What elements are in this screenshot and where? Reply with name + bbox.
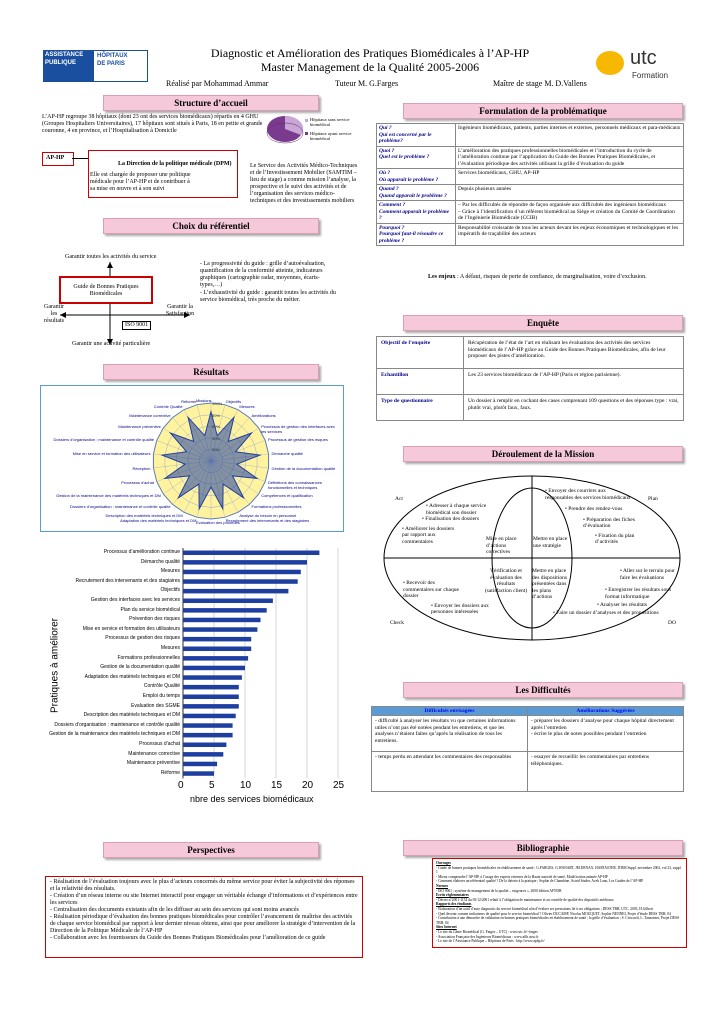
aphp-logo [43,50,148,82]
problem-question: Qui ? Qui est concerné par le problème? [377,124,456,147]
iso-badge: ISO 9001 [122,321,151,330]
bar [183,647,251,652]
poster-subtitle: Master Management de la Qualité 2005-2006 [260,60,480,74]
radar-level-label: 100% [212,401,223,406]
structure-text: L’AP-HP regroupe 38 hôpitaux (dont 23 ont des services biomédicaux) répartis en 4 GHU (Groupes Hospitaliers Universitaires), 17 hôpitaux sont situés à Paris, 18 en petite et grande couronne, 4 en province, et l’Hospitalisation à Domicile [42,114,263,134]
bar [183,695,239,700]
bar-category-label: Contrôle Qualité [143,683,180,690]
logo-line: PUBLIQUE [45,60,77,66]
act-item: • Finalisation des dossiers [422,516,480,522]
bar-category-label: Démarche qualité [140,558,180,565]
pie-legend-1: Hôpitaux sans service biomédical [310,117,350,127]
radar-axis-label: Dossiers d’organisation : maintenance et contrôle qualité [53,436,154,442]
utc-swoosh-icon [596,51,624,75]
bar-category-label: Réforme [160,769,180,776]
plan-item: • Fixation du plan d’activités [595,532,635,545]
bar-category-label: Emploi du temps [142,693,180,699]
ref-top: Garantir toutes les activités du service [65,254,157,260]
connector-line [72,158,88,159]
bar [183,714,236,719]
radar-axis-label: Dossiers d’organisation : maintenance et contrôle qualité [70,504,171,510]
check-item: • Envoyer les dossiers aux personnes intéressées [431,602,489,615]
radar-axis-label: Recrutement des intervenants et des stagiaires [225,517,310,523]
column-header: Difficultés envisagées [372,707,528,716]
tutor: Tuteur M. G.Farges [335,79,399,88]
problem-answer: – Par les difficultés de répondre de façon organisée aux difficultés des ingénieurs biomédicaux – Grâce à l’identification d’un référent biomédical au Siège et création du Comité de Coordination de l’Ingénierie Biomédicale (CCIB) [456,201,684,224]
radar-axis-label: Réception [132,465,151,471]
biblio-line: - Elaboration d’un outil d’auto diagnostic du service biomédical afin d’évaluer ses prestations lié à ses obligations ; DESS TBH, UTC, 2003, H.Gilbert [436,906,653,911]
bar [183,618,261,623]
difficulty-cell: - temps perdu en attendant les commentaires des responsables [372,752,528,792]
bar [183,666,245,671]
bar-chart [40,540,345,808]
biblio-line: Sites Internet [436,925,457,930]
act-item: • Adresser à chaque service biomédical son dossier [426,503,487,516]
perspective-item: - Collaboration avec les fournisseurs du Guide des Bonnes Pratiques Biomédicales pour l’amélioration de ce guide [50,935,326,941]
bar-category-label: Objectifs [160,587,180,594]
aphp-label: AP-HP [46,155,65,161]
biblio-line: - Le site de l’Assistance Publique – Hôpitaux de Paris : http://www.aphp.fr/ [436,939,545,944]
section-enquete: Enquête [403,315,683,331]
bar-category-label: Mesures [160,568,180,575]
utc-logo-sub: Formation [632,71,669,80]
section-resultats: Résultats [103,364,319,380]
center-q1: Mise en place d’actions correctives [486,536,517,555]
difficulty-cell: - difficulté à analyser les résultats vu que certaines informations utiles n’ont pas été notées pendant les entretiens, et que les analyses n’étaient faites qu’après la réalisation de tous les entretiens. [372,716,528,752]
act-list [398,503,488,545]
bar [183,743,226,748]
survey-key: Type de questionnaire [377,395,464,421]
utc-logo [596,45,686,85]
bar [183,637,251,642]
radar-axis-label: Evaluation des procédés [196,519,240,525]
author: Réalisé par Mohammad Ammar [166,79,269,88]
section-difficultes: Les Difficultés [403,682,683,698]
perspective-item: - Réalisation périodique d’évaluation des bonnes pratiques biomédicales pour contrôler l’avancement de maîtrise des activités de chaque service biomédical par rapport à leur dernier niveau obtenu, ainsi que pour améliorer la stratégie d’intervention de la Direction de la Politique Médicale de l’AP-HP [50,914,356,934]
bar [183,723,233,728]
problem-answer: L’amélioration des pratiques professionnelles biomédicales et l’introduction du cycle de l’amélioration continue par l’application du Guide des Bonnes Pratiques Biomédicales, et l’évaluation périodique des activités utilisant la grille d’évaluation du guide [456,146,684,169]
radar-level-label: 80% [212,412,221,418]
radar-axis-label: Maintenance corrective [129,412,171,418]
center-q3: Vérification et évaluation des résultats (satisfaction client) [484,568,528,594]
bar-category-label: Plan du service biomédical [120,606,180,613]
bar-category-label: Gestion des interfaces avec les services [90,597,180,603]
bar-category-label: Maintenance préventive [126,760,180,767]
do-item: • Enregistrer les résultats sous format informatique [605,587,672,600]
samtim-text: Le Service des Activités Médico-Techniques et de l’Investissement Mobilier (SAMTIM – lieu de stage) a comme mission l’analyse, la prospective et le suivi des activités et de l’organisation des services médico-techniques et des investissements mobiliers [250,163,358,204]
bar [183,560,307,565]
problem-answer: Depuis plusieurs années [456,185,684,201]
biblio-line: - Contribution à une démarche de validation en bonnes pratiques biomédicales en établissement de santé ; la grille d’évaluation ; S. Criscuoli, L. Tanzonezi, Projet DESS TBH, 04 [436,916,680,925]
radar-axis-label: Missions [196,397,212,403]
perspective-item: - Création d’un réseau interne ou site Internet interactif pour engager un véritable échange d’informations et d’expériences entre les services [50,893,358,906]
bar [183,656,248,661]
table-row [377,337,684,369]
bar-chart-ylabel: Pratiques à améliorer [49,617,61,714]
radar-axis-label: Réforme [181,399,197,405]
ref-desc-2: - L’exhaustivité du guide : garantit toutes les activités du service biomédical, très proche du métier. [200,290,336,303]
do-item: • Faire un dossier d’analyses et des propositions [553,609,659,616]
ref-center: Guide de Bonnes Pratiques Biomédicales [73,284,139,297]
bar [183,551,319,556]
radar-axis-label: Adaptation des matériels techniques et DM [120,517,197,523]
x-tick-label: 20 [302,780,314,792]
ref-desc-1: - La progressivité du guide : grille d’autoévaluation, quantification de la conformité atteinte, indicateurs graphiques (cartographie radar, moyennes, écarts-types,…) [200,261,326,288]
problem-question: Quand ? Quand apparaît le problème ? [377,185,456,201]
radar-axis-label: Analyse du besoin en personnel [239,512,297,518]
x-tick-label: 10 [240,780,252,792]
dpm-text: Elle est chargée de proposer une politique médicale pour l’AP-HP et de contribuer à sa mise en œuvre et à son suivi [90,172,191,192]
section-referentiel: Choix du référentiel [103,218,319,234]
biblio-line: - Mieux comprendre l’AP-HP, à l’usage des experts externes de la Haute autorité de santé, Modification animée AP-HP [436,874,608,879]
biblio-line: Rapports des étudiants [436,902,472,907]
do-item: • Analyser les résultats [597,602,648,608]
act-item: • Améliorer les dossiers par rapport aux commentaires [402,525,455,545]
radar-axis-label: Gestion de la maintenance des matériels techniques et DM [56,493,161,499]
suggestion-cell: - préparer les dossiers d’analyse pour chaque hôpital directement après l’entretien - écrire le plus de notes possibles pendant l’entretien [528,716,684,752]
section-structure: Structure d’accueil [103,95,319,111]
survey-table [376,336,684,421]
radar-axis-label: Mise en service et formation des utilisateurs [72,451,151,457]
table-row [377,395,684,421]
problem-table [376,123,684,246]
table-row [377,369,684,395]
bar-category-label: Formations professionnelles [117,654,180,661]
radar-axis-label: Objectifs [225,399,242,405]
bar-category-label: Mesures [160,645,180,651]
radar-axis-label: Démarche qualité [271,451,303,457]
bar [183,771,214,776]
survey-key: Echantillon [377,369,464,395]
survey-value: Les 23 services biomédicaux de l’AP-HP (Paris et région parisienne). [464,369,684,395]
biblio-line: - ISO 9001 ; système de management de la qualité – exigences », 2000 édition AFNOR [436,888,562,893]
enjeux-text: : A défaut, risques de perte de confiance, de marginalisation, voire d’exclusion. [455,274,647,280]
bar [183,599,273,604]
biblio-line: - Décret n°2001-1154 du 05/12/2001 relatif à l’obligation de maintenance et au contrôle de qualité des dispositifs médicaux [436,897,614,902]
survey-value: Récupération de l’état de l’art en réalisant les évaluations des activités des services biomédicaux de l’AP-HP grâce au Guide des Bonnes Pratiques Biomédicales, afin de leur proposer des pistes d’amélioration. [464,337,684,369]
table-row [372,752,684,792]
ref-left: Garantir les résultats [44,304,64,324]
enjeux-line [428,274,647,281]
bar-category-label: Recrutement des intervenants et des stagiaires [75,577,180,584]
poster-title: Diagnostic et Amélioration des Pratiques Biomédicales à l’AP-HP [210,46,530,60]
bar [183,579,298,584]
radar-level-label: 40% [212,435,221,441]
utc-logo-text: utc [630,47,657,69]
bar-category-label: Gestion de la documentation qualité [100,664,180,671]
radar-axis-label: Mesures [239,404,255,410]
radar-level-label: 60% [212,424,221,430]
section-mission: Déroulement de la Mission [403,446,683,462]
bar-category-label: Prévention des risques [129,616,180,623]
bar [183,627,257,632]
survey-key: Objectif de l’enquête [377,337,464,369]
bar-category-label: Adaptation des matériels techniques et DM [84,673,180,680]
x-tick-label: 5 [209,780,215,792]
problem-answer: Responsabilité croissante de tous les acteurs devant les enjeux économiques et technologiques et les impératifs de traçabilité des acteurs [456,223,684,246]
bar-category-label: Processus d’amélioration continue [103,549,180,555]
radar-axis-label: Maintenance préventive [118,423,161,429]
table-header-row [372,707,684,716]
radar-level-label: 20% [212,447,221,453]
bar-category-label: Processus de gestion des risques [105,635,180,642]
bar-category-label: Description des matériels techniques et DM [83,712,180,719]
bar-category-label: Gestion de la maintenance des matériels techniques et DM [49,731,180,738]
column-header: Améliorations Suggérées [528,707,684,716]
radar-axis-label: Formations professionnelles [251,504,302,510]
bar [183,752,223,757]
section-biblio: Bibliographie [403,840,683,856]
bar-category-label: Evaluation des SGME [131,702,180,709]
perspectives-box [45,876,363,958]
radar-chart [40,385,344,532]
bar [183,675,242,680]
pie-legend-2: Hôpitaux ayant service biomédical [310,131,352,141]
x-tick-label: 25 [333,780,345,792]
radar-axis-label: Contrôle Qualité [153,404,183,410]
logo-line: ASSISTANCE [45,52,84,58]
ref-right: Garantir la Satisfaction [165,304,195,317]
pdca-do: DO [668,620,676,626]
biblio-line: - Quel devenir comme indicateurs de qualité pour le service biomédical ? Olivier DUCAMP, Nicolas MOUQUET, Sophie NENNEI, Projet d’étude DESS TBH, 04 [436,911,671,916]
bar [183,608,267,613]
biblio-line: Ecrits réglementaires [436,893,469,898]
bar [183,589,288,594]
perspective-item: - Réalisation de l’évaluation toujours avec le plus d’acteurs concernés du même service pour éviter la subjectivité des réponses et la relativité des résultats. [50,879,355,892]
pdca-plan: Plan [648,496,658,502]
radar-axis-label: Compétences et qualification [261,493,313,499]
table-row [377,146,684,169]
bar-category-label: Processus d’achat [139,741,180,747]
logo-line: DE PARIS [97,61,125,67]
suggestion-cell: - essayer de recueillir les commentaires par entretiens téléphoniques. [528,752,684,792]
problem-question: Où ? Où apparaît le problème ? [377,169,456,185]
problem-question: Quoi ? Quel est le problème ? [377,146,456,169]
bar-category-label: Dossiers d’organisation : maintenance et contrôle qualité [54,721,180,728]
bar [183,685,239,690]
biblio-line: Normes [436,883,448,888]
ref-bottom: Garantir une activité particulière [72,341,151,347]
bar-category-label: Mise en service et formation des utilisateurs [82,625,180,632]
problem-question: Pourquoi ? Pourquoi faut-il résoudre ce problème ? [377,223,456,246]
biblio-line: - Association Française des Ingénieurs Biomédicaux : www.afib.asso.fr [436,934,539,939]
bar-chart-xlabel: nbre des services biomédicaux [190,794,314,804]
table-row [377,124,684,147]
biblio-line: Ouvrages [436,861,451,865]
x-tick-label: 0 [178,780,184,792]
table-row [377,223,684,246]
radar-axis-label: Définitions des connaissances fonctionnelles et techniques [268,480,322,491]
bar [183,762,217,767]
internship-master: Maître de stage M. D.Vallens [493,79,587,88]
plan-item: • Envoyer des courriers aux responsables des services biomédicaux [545,488,631,501]
enjeux-label: Les enjeux [428,274,456,280]
difficulties-table [371,706,684,792]
survey-value: Un dossier à remplir en cochant des cases comprenant 109 questions et des réponses type : vrai, plutôt vrai, plutôt faux, faux. [464,395,684,421]
bar [183,733,233,738]
pdca-check: Check [390,620,405,626]
biblio-line: - Le site du Génie Biomédical (G. Farges – UTC) : www.utc.fr/~farges [436,929,538,934]
biblio-line: - Guide de bonnes pratiques biomédicales en établissement de santé ; G.FARGES, G.WANART, JM.DENAX, HARTASTER, ITBM Suppl. novembre 2002, vol 23, suppl. 1 [436,865,682,875]
problem-question: Comment ? Comment apparaît le problème ? [377,201,456,224]
radar-axis-label: Description des matériels techniques et DM [105,512,183,518]
biblio-line: - Comment élaborer un référentiel qualité ? De la théorie à la pratique ; Sophie de Chambine, Astrid Studer, Aceb Lano, Les Guides de l’AP-HP [436,879,644,884]
hospital-pie-chart [265,112,355,148]
dpm-title: La Direction de la politique médicale (DPM) [118,161,232,167]
plan-item: • Préparation des fiches d’évaluation [583,516,635,529]
section-perspectives: Perspectives [103,842,319,858]
radar-axis-label: Processus d’achat [121,480,154,486]
bar [183,704,239,709]
table-row [372,716,684,752]
radar-axis-label: Processus de gestion des risques [268,436,328,442]
problem-answer: Ingénieurs biomédicaux, patients, parties internes et externes, personnels médicaux et para-médicaux [456,124,684,147]
section-probleme: Formulation de la problématique [403,103,683,119]
x-tick-label: 15 [271,780,283,792]
problem-answer: Services biomédicaux, GHU, AP-HP [456,169,684,185]
plan-item: • Prendre des rendez-vous [565,506,623,512]
table-row [377,185,684,201]
check-item: • Recevoir des commentaires sur chaque dossier [403,580,459,599]
perspective-item: - Centralisation des documents existants afin de les diffuser au sein des services qui sont moins avancés [50,907,299,913]
pdca-act: Act [395,496,403,502]
radar-axis-label: Améliorations [251,412,276,418]
do-item: • Aller sur le terrain pour faire les évaluations [620,568,675,581]
radar-axis-label: Gestion de la documentation qualité [271,465,336,471]
bibliography-box [432,858,687,948]
center-q4: Mettre en place des dispositions présentées dans les plans d’actions [532,568,567,600]
center-q2: Mettre en place une stratégie [533,536,568,549]
table-row [377,169,684,185]
radar-axis-label: Processus de gestion des interfaces avec les services [261,423,336,434]
table-row [377,201,684,224]
bar [183,570,301,575]
logo-line: HÔPITAUX [97,53,128,59]
bar-category-label: Maintenance corrective [128,750,180,757]
